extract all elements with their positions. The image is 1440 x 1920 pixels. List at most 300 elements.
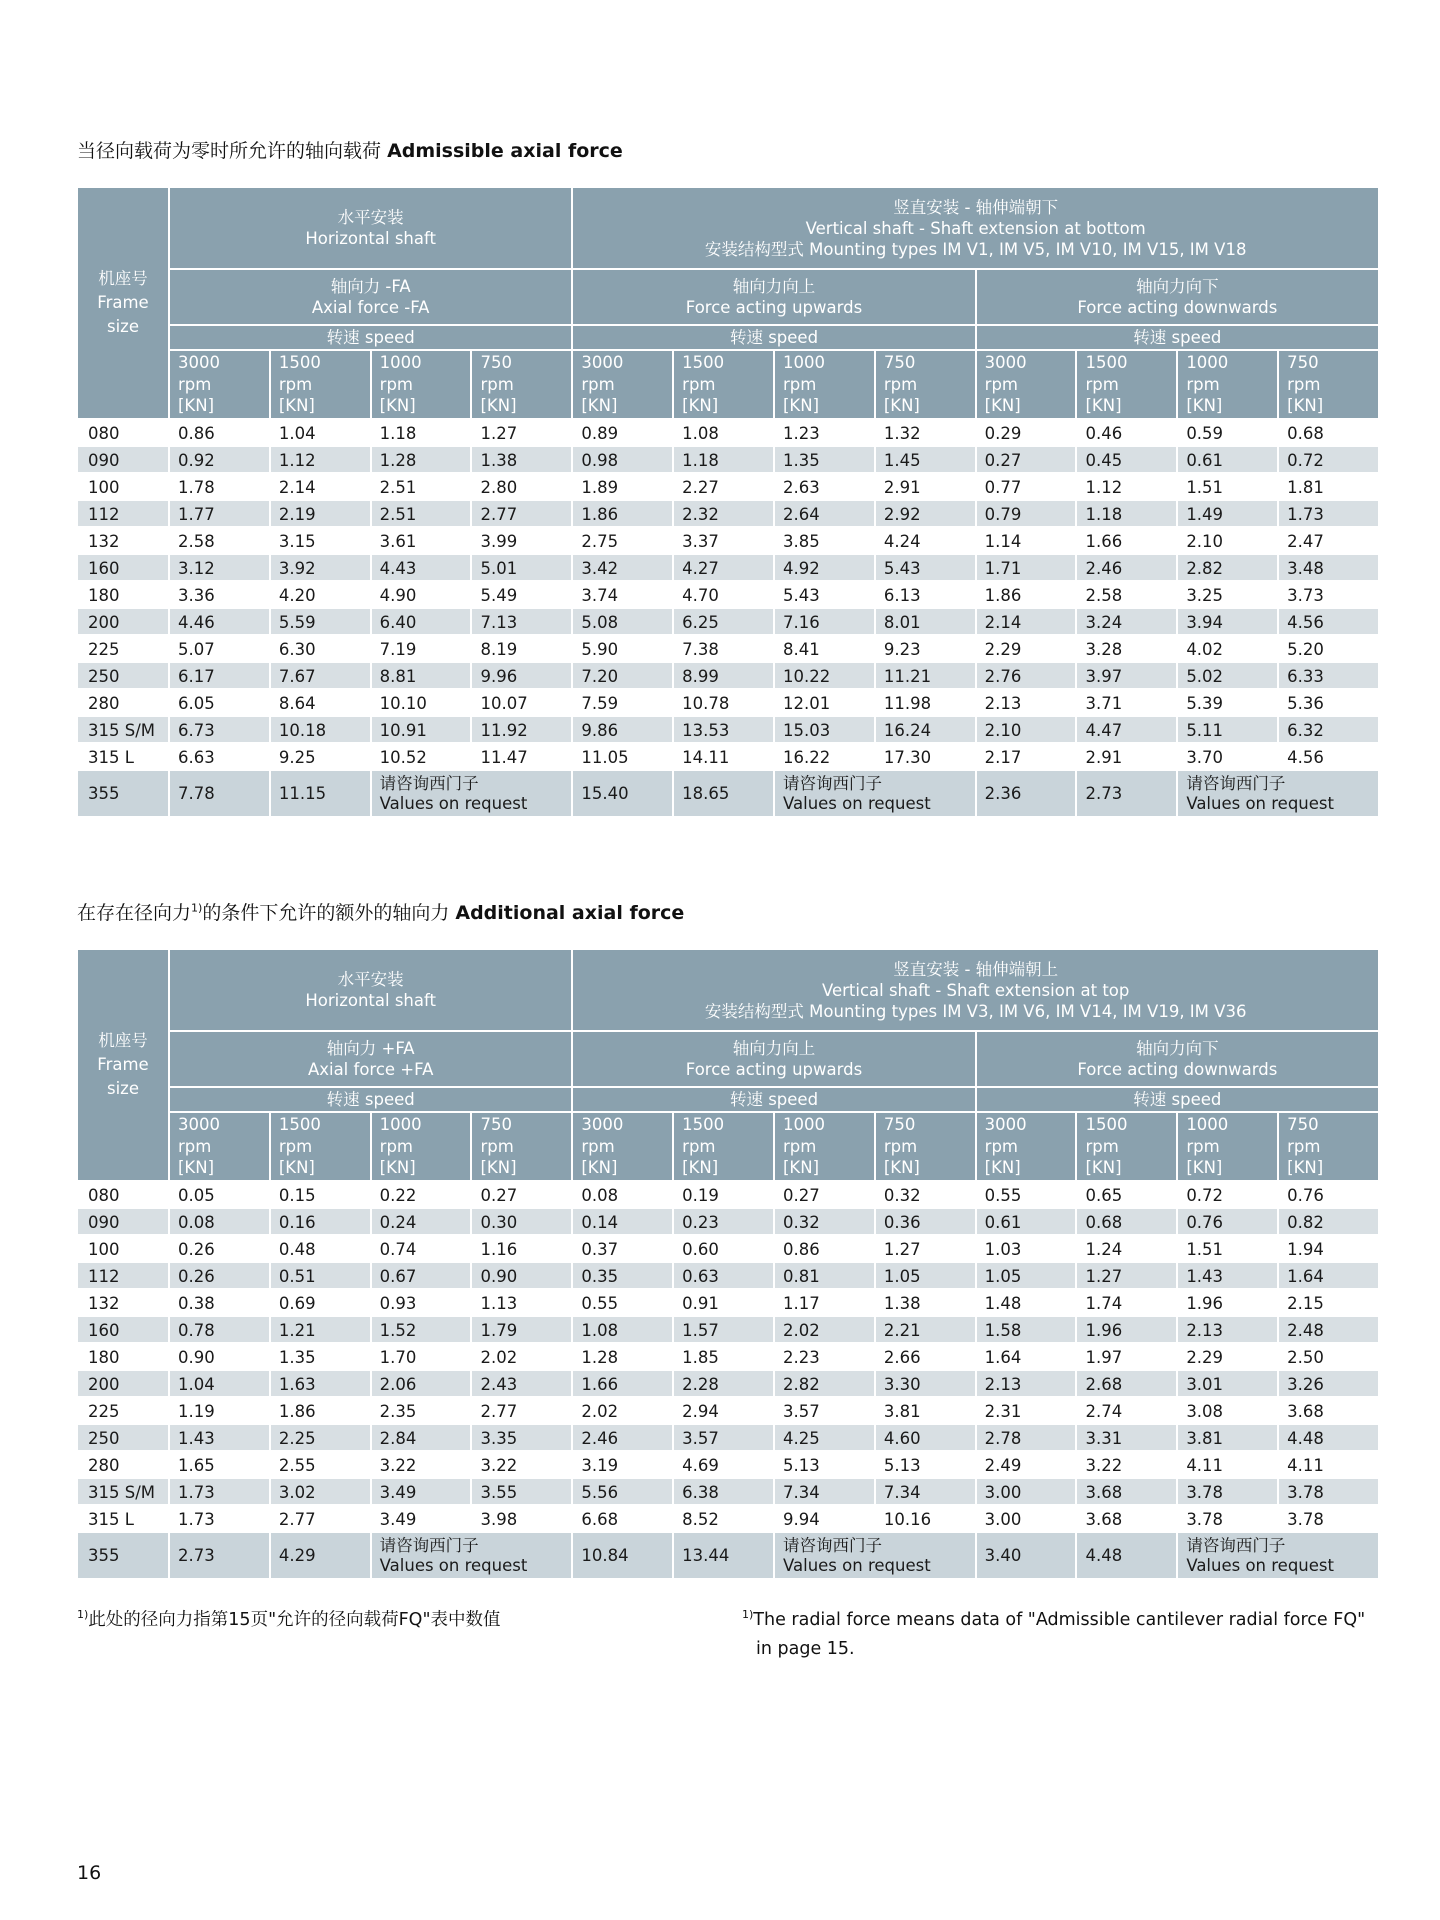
frame-size-cell: 090 [77, 446, 169, 473]
force-value-cell: 10.78 [673, 689, 774, 716]
force-value-cell: 0.68 [1278, 419, 1379, 446]
force-value-cell: 0.60 [673, 1235, 774, 1262]
force-value-cell: 3.71 [1076, 689, 1177, 716]
force-value-cell: 8.19 [471, 635, 572, 662]
force-value-cell: 2.21 [875, 1316, 976, 1343]
frame-size-cell: 080 [77, 419, 169, 446]
force-value-cell: 16.22 [774, 743, 875, 770]
frame-size-cell: 250 [77, 662, 169, 689]
force-value-cell: 1.48 [976, 1289, 1077, 1316]
table-row [77, 1397, 1379, 1424]
table-row [77, 527, 1379, 554]
force-value-cell: 2.13 [1177, 1316, 1278, 1343]
force-value-cell: 7.34 [774, 1478, 875, 1505]
footnote-en: $^{1)}$The radial force means data of "Admissible cantilever radial force FQ" in page 15. [742, 1608, 1366, 1659]
force-value-cell: 12.01 [774, 689, 875, 716]
speed-column-header: 750 rpm [KN] [1278, 350, 1379, 419]
force-value-cell: 7.34 [875, 1478, 976, 1505]
force-value-cell: 2.91 [1076, 743, 1177, 770]
force-value-cell: 2.02 [774, 1316, 875, 1343]
force-value-cell: 3.70 [1177, 743, 1278, 770]
force-value-cell: 2.80 [471, 473, 572, 500]
frame-size-cell: 280 [77, 1451, 169, 1478]
force-value-cell: 0.27 [976, 446, 1077, 473]
speed-column-header: 3000 rpm [KN] [572, 350, 673, 419]
table-row [77, 1289, 1379, 1316]
force-value-cell: 2.66 [875, 1343, 976, 1370]
force-value-cell: 6.73 [169, 716, 270, 743]
frame-size-cell: 100 [77, 473, 169, 500]
speed-column-header: 1500 rpm [KN] [1076, 1112, 1177, 1181]
force-value-cell: 8.81 [371, 662, 472, 689]
force-value-cell: 8.41 [774, 635, 875, 662]
force-value-cell: 6.05 [169, 689, 270, 716]
force-value-cell: 0.74 [371, 1235, 472, 1262]
table-row [77, 635, 1379, 662]
force-value-cell: 1.05 [875, 1262, 976, 1289]
force-value-cell: 0.35 [572, 1262, 673, 1289]
frame-size-cell: 315 S/M [77, 716, 169, 743]
force-value-cell: 3.49 [371, 1478, 472, 1505]
force-value-cell: 1.24 [1076, 1235, 1177, 1262]
speed-column-header: 1000 rpm [KN] [371, 350, 472, 419]
frame-size-cell: 112 [77, 1262, 169, 1289]
force-value-cell: 3.74 [572, 581, 673, 608]
force-value-cell: 3.81 [875, 1397, 976, 1424]
force-value-cell: 2.68 [1076, 1370, 1177, 1397]
force-value-cell: 1.71 [976, 554, 1077, 581]
force-value-cell: 3.81 [1177, 1424, 1278, 1451]
force-value-cell: 0.14 [572, 1208, 673, 1235]
force-value-cell: 2.35 [371, 1397, 472, 1424]
force-value-cell: 0.93 [371, 1289, 472, 1316]
force-value-cell: 0.48 [270, 1235, 371, 1262]
values-on-request-cell: 请咨询西门子 Values on request [1177, 770, 1379, 817]
frame-size-cell: 200 [77, 1370, 169, 1397]
force-value-cell: 9.94 [774, 1505, 875, 1532]
frame-size-cell: 315 L [77, 1505, 169, 1532]
force-value-cell: 3.31 [1076, 1424, 1177, 1451]
force-value-cell: 0.46 [1076, 419, 1177, 446]
force-value-cell: 16.24 [875, 716, 976, 743]
force-value-cell: 2.51 [371, 473, 472, 500]
force-value-cell: 1.49 [1177, 500, 1278, 527]
force-value-cell: 2.10 [976, 716, 1077, 743]
frame-size-cell: 080 [77, 1181, 169, 1208]
speed-column-header: 1500 rpm [KN] [673, 350, 774, 419]
speed-column-header: 1500 rpm [KN] [673, 1112, 774, 1181]
table-row [77, 770, 1379, 817]
force-value-cell: 1.94 [1278, 1235, 1379, 1262]
frame-size-header: 机座号 Frame size [77, 187, 169, 419]
force-value-cell: 0.08 [169, 1208, 270, 1235]
force-value-cell: 0.26 [169, 1235, 270, 1262]
force-value-cell: 7.67 [270, 662, 371, 689]
force-value-cell: 0.76 [1177, 1208, 1278, 1235]
force-value-cell: 0.72 [1278, 446, 1379, 473]
force-value-cell: 4.11 [1278, 1451, 1379, 1478]
table-row [77, 446, 1379, 473]
force-value-cell: 5.49 [471, 581, 572, 608]
force-value-cell: 2.63 [774, 473, 875, 500]
force-value-cell: 4.29 [270, 1532, 371, 1579]
axial-force-header: 轴向力 +FA Axial force +FA [169, 1031, 572, 1087]
force-value-cell: 1.66 [572, 1370, 673, 1397]
force-value-cell: 2.23 [774, 1343, 875, 1370]
force-value-cell: 2.10 [1177, 527, 1278, 554]
force-upwards-header: 轴向力向上 Force acting upwards [572, 1031, 975, 1087]
force-value-cell: 11.47 [471, 743, 572, 770]
force-value-cell: 4.48 [1076, 1532, 1177, 1579]
force-value-cell: 13.53 [673, 716, 774, 743]
force-value-cell: 1.17 [774, 1289, 875, 1316]
force-value-cell: 0.45 [1076, 446, 1177, 473]
force-value-cell: 1.04 [169, 1370, 270, 1397]
force-value-cell: 1.65 [169, 1451, 270, 1478]
force-value-cell: 7.59 [572, 689, 673, 716]
force-value-cell: 3.92 [270, 554, 371, 581]
force-value-cell: 2.46 [572, 1424, 673, 1451]
force-value-cell: 1.86 [976, 581, 1077, 608]
force-value-cell: 1.12 [1076, 473, 1177, 500]
force-upwards-header: 轴向力向上 Force acting upwards [572, 269, 975, 325]
force-value-cell: 0.55 [976, 1181, 1077, 1208]
force-value-cell: 6.25 [673, 608, 774, 635]
table-row [77, 743, 1379, 770]
force-value-cell: 2.92 [875, 500, 976, 527]
force-value-cell: 0.51 [270, 1262, 371, 1289]
force-value-cell: 0.16 [270, 1208, 371, 1235]
force-value-cell: 0.76 [1278, 1181, 1379, 1208]
force-value-cell: 1.14 [976, 527, 1077, 554]
force-value-cell: 10.07 [471, 689, 572, 716]
force-value-cell: 0.89 [572, 419, 673, 446]
force-value-cell: 5.36 [1278, 689, 1379, 716]
footnote-cn: $^{1)}$此处的径向力指第15页"允许的径向载荷FQ"表中数值 [77, 1608, 501, 1630]
force-value-cell: 11.05 [572, 743, 673, 770]
frame-size-cell: 225 [77, 1397, 169, 1424]
force-value-cell: 8.01 [875, 608, 976, 635]
force-value-cell: 7.13 [471, 608, 572, 635]
values-on-request-cell: 请咨询西门子 Values on request [371, 770, 573, 817]
force-value-cell: 4.69 [673, 1451, 774, 1478]
force-value-cell: 10.10 [371, 689, 472, 716]
force-value-cell: 0.72 [1177, 1181, 1278, 1208]
table-row [77, 554, 1379, 581]
force-value-cell: 1.97 [1076, 1343, 1177, 1370]
force-value-cell: 4.20 [270, 581, 371, 608]
force-value-cell: 1.86 [270, 1397, 371, 1424]
force-value-cell: 4.24 [875, 527, 976, 554]
page-number: 16 [77, 1862, 102, 1884]
force-value-cell: 0.05 [169, 1181, 270, 1208]
force-value-cell: 3.57 [774, 1397, 875, 1424]
force-value-cell: 3.22 [471, 1451, 572, 1478]
force-value-cell: 2.58 [169, 527, 270, 554]
force-value-cell: 1.45 [875, 446, 976, 473]
force-value-cell: 0.61 [976, 1208, 1077, 1235]
force-value-cell: 1.52 [371, 1316, 472, 1343]
force-value-cell: 5.08 [572, 608, 673, 635]
speed-header: 转速 speed [169, 325, 572, 350]
force-value-cell: 0.78 [169, 1316, 270, 1343]
force-value-cell: 6.63 [169, 743, 270, 770]
force-value-cell: 6.68 [572, 1505, 673, 1532]
values-on-request-cell: 请咨询西门子 Values on request [371, 1532, 573, 1579]
force-value-cell: 8.99 [673, 662, 774, 689]
force-value-cell: 0.61 [1177, 446, 1278, 473]
table-row [77, 1181, 1379, 1208]
force-value-cell: 2.47 [1278, 527, 1379, 554]
force-value-cell: 3.99 [471, 527, 572, 554]
axial-force-header: 轴向力 -FA Axial force -FA [169, 269, 572, 325]
force-value-cell: 3.97 [1076, 662, 1177, 689]
frame-size-cell: 280 [77, 689, 169, 716]
force-value-cell: 1.18 [1076, 500, 1177, 527]
force-value-cell: 2.27 [673, 473, 774, 500]
force-value-cell: 1.78 [169, 473, 270, 500]
force-value-cell: 1.35 [270, 1343, 371, 1370]
force-value-cell: 10.18 [270, 716, 371, 743]
force-value-cell: 13.44 [673, 1532, 774, 1579]
speed-column-header: 1500 rpm [KN] [1076, 350, 1177, 419]
force-value-cell: 3.68 [1278, 1397, 1379, 1424]
force-value-cell: 1.73 [1278, 500, 1379, 527]
force-value-cell: 4.70 [673, 581, 774, 608]
speed-column-header: 3000 rpm [KN] [169, 1112, 270, 1181]
force-value-cell: 3.01 [1177, 1370, 1278, 1397]
force-value-cell: 6.33 [1278, 662, 1379, 689]
force-value-cell: 2.82 [1177, 554, 1278, 581]
force-value-cell: 1.70 [371, 1343, 472, 1370]
force-value-cell: 1.79 [471, 1316, 572, 1343]
force-value-cell: 5.07 [169, 635, 270, 662]
force-value-cell: 3.78 [1278, 1505, 1379, 1532]
force-value-cell: 7.20 [572, 662, 673, 689]
force-value-cell: 0.86 [169, 419, 270, 446]
force-value-cell: 0.27 [774, 1181, 875, 1208]
force-value-cell: 3.78 [1177, 1478, 1278, 1505]
force-value-cell: 3.40 [976, 1532, 1077, 1579]
force-value-cell: 3.22 [371, 1451, 472, 1478]
table-row [77, 1424, 1379, 1451]
force-value-cell: 6.30 [270, 635, 371, 662]
force-value-cell: 1.32 [875, 419, 976, 446]
force-value-cell: 0.36 [875, 1208, 976, 1235]
force-value-cell: 2.73 [1076, 770, 1177, 817]
table-row [77, 1343, 1379, 1370]
force-value-cell: 1.13 [471, 1289, 572, 1316]
force-value-cell: 3.30 [875, 1370, 976, 1397]
force-value-cell: 1.43 [1177, 1262, 1278, 1289]
force-value-cell: 2.84 [371, 1424, 472, 1451]
force-value-cell: 0.92 [169, 446, 270, 473]
force-value-cell: 3.08 [1177, 1397, 1278, 1424]
force-value-cell: 17.30 [875, 743, 976, 770]
force-value-cell: 0.59 [1177, 419, 1278, 446]
force-value-cell: 3.28 [1076, 635, 1177, 662]
force-value-cell: 3.35 [471, 1424, 572, 1451]
force-value-cell: 3.12 [169, 554, 270, 581]
force-value-cell: 2.58 [1076, 581, 1177, 608]
force-value-cell: 4.60 [875, 1424, 976, 1451]
force-value-cell: 4.25 [774, 1424, 875, 1451]
force-downwards-header: 轴向力向下 Force acting downwards [976, 1031, 1379, 1087]
force-value-cell: 4.47 [1076, 716, 1177, 743]
force-value-cell: 0.22 [371, 1181, 472, 1208]
force-value-cell: 3.26 [1278, 1370, 1379, 1397]
force-value-cell: 1.03 [976, 1235, 1077, 1262]
force-value-cell: 10.91 [371, 716, 472, 743]
force-value-cell: 9.23 [875, 635, 976, 662]
table-row [77, 1505, 1379, 1532]
force-value-cell: 3.15 [270, 527, 371, 554]
force-value-cell: 5.56 [572, 1478, 673, 1505]
force-value-cell: 0.24 [371, 1208, 472, 1235]
speed-column-header: 1000 rpm [KN] [774, 1112, 875, 1181]
force-value-cell: 2.73 [169, 1532, 270, 1579]
force-value-cell: 3.85 [774, 527, 875, 554]
force-value-cell: 1.51 [1177, 1235, 1278, 1262]
force-value-cell: 1.66 [1076, 527, 1177, 554]
force-value-cell: 1.96 [1177, 1289, 1278, 1316]
force-value-cell: 1.19 [169, 1397, 270, 1424]
force-value-cell: 5.13 [875, 1451, 976, 1478]
force-value-cell: 4.02 [1177, 635, 1278, 662]
force-value-cell: 0.86 [774, 1235, 875, 1262]
force-value-cell: 2.29 [1177, 1343, 1278, 1370]
force-value-cell: 2.28 [673, 1370, 774, 1397]
table-row [77, 662, 1379, 689]
table-row [77, 581, 1379, 608]
force-value-cell: 1.73 [169, 1478, 270, 1505]
frame-size-cell: 180 [77, 581, 169, 608]
frame-size-cell: 225 [77, 635, 169, 662]
force-value-cell: 1.64 [1278, 1262, 1379, 1289]
speed-column-header: 3000 rpm [KN] [572, 1112, 673, 1181]
force-value-cell: 1.08 [673, 419, 774, 446]
force-value-cell: 2.82 [774, 1370, 875, 1397]
force-value-cell: 2.55 [270, 1451, 371, 1478]
table-row [77, 1316, 1379, 1343]
force-value-cell: 3.57 [673, 1424, 774, 1451]
force-value-cell: 18.65 [673, 770, 774, 817]
additional-axial-force-table [76, 948, 1380, 1580]
horizontal-shaft-header: 水平安装 Horizontal shaft [169, 187, 572, 269]
table-row [77, 1532, 1379, 1579]
force-value-cell: 5.01 [471, 554, 572, 581]
force-value-cell: 3.36 [169, 581, 270, 608]
force-value-cell: 5.11 [1177, 716, 1278, 743]
force-value-cell: 3.61 [371, 527, 472, 554]
force-value-cell: 1.04 [270, 419, 371, 446]
force-value-cell: 6.38 [673, 1478, 774, 1505]
force-value-cell: 0.77 [976, 473, 1077, 500]
force-value-cell: 0.63 [673, 1262, 774, 1289]
force-value-cell: 8.52 [673, 1505, 774, 1532]
frame-size-cell: 250 [77, 1424, 169, 1451]
force-value-cell: 15.40 [572, 770, 673, 817]
horizontal-shaft-header: 水平安装 Horizontal shaft [169, 949, 572, 1031]
force-value-cell: 14.11 [673, 743, 774, 770]
force-value-cell: 1.35 [774, 446, 875, 473]
force-value-cell: 2.14 [270, 473, 371, 500]
force-value-cell: 3.98 [471, 1505, 572, 1532]
force-value-cell: 11.98 [875, 689, 976, 716]
force-value-cell: 2.17 [976, 743, 1077, 770]
force-value-cell: 1.38 [875, 1289, 976, 1316]
frame-size-header: 机座号 Frame size [77, 949, 169, 1181]
force-value-cell: 1.58 [976, 1316, 1077, 1343]
force-value-cell: 3.02 [270, 1478, 371, 1505]
speed-column-header: 3000 rpm [KN] [976, 350, 1077, 419]
force-value-cell: 0.29 [976, 419, 1077, 446]
values-on-request-cell: 请咨询西门子 Values on request [774, 1532, 976, 1579]
force-value-cell: 7.16 [774, 608, 875, 635]
speed-column-header: 750 rpm [KN] [875, 1112, 976, 1181]
force-value-cell: 1.63 [270, 1370, 371, 1397]
speed-header: 转速 speed [976, 1087, 1379, 1112]
values-on-request-cell: 请咨询西门子 Values on request [1177, 1532, 1379, 1579]
force-value-cell: 2.77 [471, 500, 572, 527]
force-value-cell: 2.49 [976, 1451, 1077, 1478]
force-downwards-header: 轴向力向下 Force acting downwards [976, 269, 1379, 325]
force-value-cell: 3.19 [572, 1451, 673, 1478]
force-value-cell: 4.56 [1278, 608, 1379, 635]
force-value-cell: 0.91 [673, 1289, 774, 1316]
force-value-cell: 1.85 [673, 1343, 774, 1370]
force-value-cell: 0.81 [774, 1262, 875, 1289]
force-value-cell: 2.46 [1076, 554, 1177, 581]
force-value-cell: 0.90 [169, 1343, 270, 1370]
force-value-cell: 0.15 [270, 1181, 371, 1208]
frame-size-cell: 160 [77, 1316, 169, 1343]
force-value-cell: 3.49 [371, 1505, 472, 1532]
force-value-cell: 2.76 [976, 662, 1077, 689]
speed-header: 转速 speed [976, 325, 1379, 350]
frame-size-cell: 315 L [77, 743, 169, 770]
speed-header: 转速 speed [169, 1087, 572, 1112]
table-row [77, 716, 1379, 743]
force-value-cell: 2.77 [471, 1397, 572, 1424]
table-row [77, 1478, 1379, 1505]
force-value-cell: 0.32 [875, 1181, 976, 1208]
frame-size-cell: 315 S/M [77, 1478, 169, 1505]
speed-column-header: 750 rpm [KN] [471, 350, 572, 419]
force-value-cell: 3.48 [1278, 554, 1379, 581]
force-value-cell: 0.55 [572, 1289, 673, 1316]
force-value-cell: 11.92 [471, 716, 572, 743]
frame-size-cell: 132 [77, 1289, 169, 1316]
force-value-cell: 7.19 [371, 635, 472, 662]
table-row [77, 689, 1379, 716]
force-value-cell: 1.08 [572, 1316, 673, 1343]
force-value-cell: 3.55 [471, 1478, 572, 1505]
force-value-cell: 2.78 [976, 1424, 1077, 1451]
frame-size-cell: 160 [77, 554, 169, 581]
force-value-cell: 1.05 [976, 1262, 1077, 1289]
force-value-cell: 5.39 [1177, 689, 1278, 716]
force-value-cell: 5.43 [875, 554, 976, 581]
force-value-cell: 4.92 [774, 554, 875, 581]
force-value-cell: 2.94 [673, 1397, 774, 1424]
force-value-cell: 1.28 [371, 446, 472, 473]
force-value-cell: 0.68 [1076, 1208, 1177, 1235]
force-value-cell: 5.59 [270, 608, 371, 635]
force-value-cell: 0.98 [572, 446, 673, 473]
force-value-cell: 2.36 [976, 770, 1077, 817]
force-value-cell: 3.68 [1076, 1478, 1177, 1505]
